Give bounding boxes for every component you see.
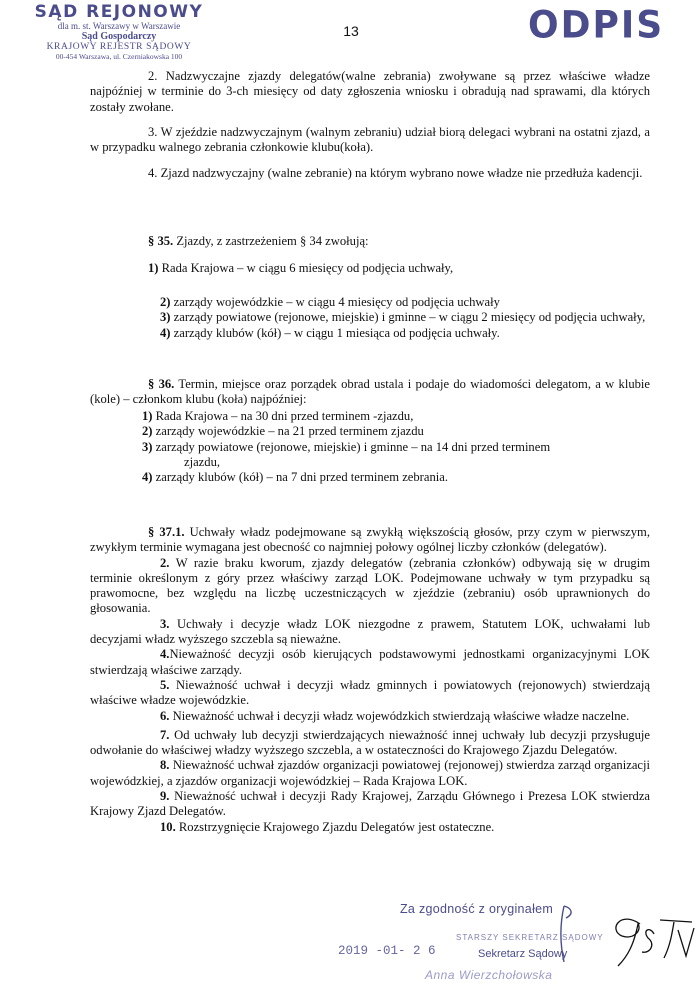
paragraph-text: Zjazdy, z zastrzeżeniem § 34 zwołują: — [173, 234, 369, 248]
section-37 — [90, 525, 650, 835]
paragraph-text: Nieważność uchwał i decyzji Rady Krajowej, Zarządu Głównego i Prezesa LOK stwierdza Krajowy Zjazd Delegatów. — [90, 789, 650, 819]
page-number: 13 — [343, 23, 359, 39]
section-36-items — [142, 409, 652, 485]
item-number: 10. — [160, 819, 176, 834]
court-stamp-title: SĄD REJONOWY — [34, 2, 204, 22]
item-text: zarządy wojewódzkie – w ciągu 4 miesięcy od podjęcia uchwały — [170, 295, 500, 309]
court-stamp — [34, 4, 204, 61]
item-number: 3) — [142, 439, 153, 454]
section-number: § 37.1. — [148, 525, 185, 539]
item-number: 6. — [160, 708, 170, 723]
certification-date: 2019 -01- 2 6 — [338, 944, 436, 958]
item-text: zarządy klubów (kół) – w ciągu 1 miesiąca od podjęcia uchwały. — [170, 325, 500, 340]
paragraph-text: Nieważność uchwał zjazdów organizacji powiatowej (rejonowej) stwierdza zarząd organizacji wojewódzkiej, a zjazdów organizacji wojewódzkiej – Rada Krajowa LOK. — [90, 758, 650, 788]
copy-stamp: ODPIS — [528, 3, 665, 48]
section-35-item-3 — [90, 310, 650, 325]
item-number: 9. — [160, 789, 170, 804]
section-35-item — [148, 261, 658, 276]
item-text: zarządy wojewódzkie – na 21 przed terminem zjazdu — [152, 424, 424, 439]
section-35-intro — [90, 234, 650, 249]
paragraph-text: 2. Nadzwyczajne zjazdy delegatów(walne zebrania) zwoływane są przez właściwe władze najpóźniej w terminie do 3-ch miesięcy od daty zgłoszenia wniosku i obradują nad sprawami, dla których zostały zwołane. — [90, 69, 650, 114]
paragraph-text: Uchwały władz podejmowane są zwykłą większością głosów, przy czym w pierwszym, zwykłym terminie wymagana jest obecność co najmniej połowy ogólnej liczby członków (delegatów). — [90, 525, 650, 555]
section-36-intro — [90, 377, 650, 408]
section-number: § 35. — [148, 234, 174, 248]
paragraph-text: Termin, miejsce oraz porządek obrad ustala i podaje do wiadomości delegatom, a w klubie (kole) – członkom klubu (koła) najpóźniej: — [90, 377, 651, 407]
court-stamp-line: KRAJOWY REJESTR SĄDOWY — [46, 42, 192, 52]
paragraph-text: W razie braku kworum, zjazdy delegatów (zebrania członków) odbywają się w drugim terminie określonym z góry przez właściwy zarząd LOK. Podejmowane uchwały w tym przypadku są prawomocne, bez względu na liczbę uczestniczących w zjeździe (zebraniu) osób uprawnionych do głosowania. — [90, 555, 650, 616]
item-number: 7. — [160, 727, 170, 742]
item-number: 2) — [142, 424, 153, 439]
court-stamp-line: dla m. st. Warszawy w Warszawie — [57, 21, 181, 31]
paragraph-text: Nieważność uchwał i decyzji władz wojewódzkich stwierdzają właściwe władze naczelne. — [169, 708, 630, 723]
certification-role: Sekretarz Sądowy — [478, 948, 568, 960]
handwritten-signature-icon — [600, 900, 700, 970]
certification-name: Anna Wierzchołowska — [425, 968, 553, 982]
paragraph-text: Nieważność uchwał i decyzji władz gminnych i powiatowych (rejonowych) stwierdzają właściwe władze wojewódzkie. — [90, 677, 650, 708]
paragraph-text: Rozstrzygnięcie Krajowego Zjazdu Delegatów jest ostateczne. — [175, 819, 495, 834]
item-number: 8. — [160, 758, 170, 773]
section-number: § 36. — [148, 377, 175, 391]
item-number: 3) — [160, 310, 171, 325]
item-text: zarządy powiatowe (rejonowe, miejskie) i gminne – na 14 dni przed terminem — [152, 439, 551, 454]
paragraph-text: Uchwały i decyzje władz LOK niezgodne z prawem, Statutem LOK, uchwałami lub decyzjami władz wyższego szczebla są nieważne. — [90, 616, 650, 647]
paragraph-text: Od uchwały lub decyzji stwierdzających nieważność innej uchwały lub decyzji przysługuje odwołanie do właściwej władzy wyższego szczebla, a w ostateczności do Krajowego Zjazdu Delegatów. — [90, 727, 650, 758]
certification-text: Za zgodność z oryginałem — [400, 902, 554, 916]
section-35-items — [90, 295, 650, 341]
court-stamp-address: 00-454 Warszawa, ul. Czerniakowska 100 — [55, 52, 183, 61]
item-text: zjazdu, — [184, 454, 221, 469]
item-text: Rada Krajowa – na 30 dni przed terminem -zjazdu, — [152, 409, 414, 423]
item-number: 3. — [160, 616, 170, 631]
paragraph-text: 4. Zjazd nadzwyczajny (walne zebranie) na którym wybrano nowe władze nie przedłuża kadencji. — [148, 166, 643, 180]
signature-icon — [520, 900, 580, 970]
paragraph-34-4 — [90, 166, 650, 181]
item-text: Rada Krajowa – w ciągu 6 miesięcy od podjęcia uchwały, — [158, 261, 454, 275]
paragraph-34-2 — [90, 69, 650, 115]
item-number: 4. — [160, 647, 170, 662]
paragraph-34-3 — [90, 125, 650, 156]
paragraph-text: 3. W zjeździe nadzwyczajnym (walnym zebraniu) udział biorą delegaci wybrani na ostatni zjazd, a w przypadku walnego zebrania członkowie klubu(koła). — [90, 125, 650, 155]
item-number: 4) — [142, 470, 153, 485]
item-text: zarządy klubów (kół) – na 7 dni przed terminem zebrania. — [152, 470, 448, 485]
item-number: 2. — [160, 555, 170, 570]
item-number: 1) — [142, 409, 153, 423]
paragraph-text: Nieważność decyzji osób kierujących podstawowymi jednostkami organizacyjnymi LOK stwierdzają właściwe zarządy. — [90, 647, 650, 677]
item-number: 1) — [148, 261, 159, 275]
item-number: 2) — [160, 295, 171, 309]
item-number: 5. — [160, 677, 170, 692]
item-number: 4) — [160, 325, 171, 340]
certification-role-small: STARSZY SEKRETARZ SĄDOWY — [456, 933, 604, 942]
court-stamp-line: Sąd Gospodarczy — [81, 31, 157, 42]
item-text: zarządy powiatowe (rejonowe, miejskie) i gminne – w ciągu 2 miesięcy od podjęcia uchwały, — [170, 310, 646, 325]
